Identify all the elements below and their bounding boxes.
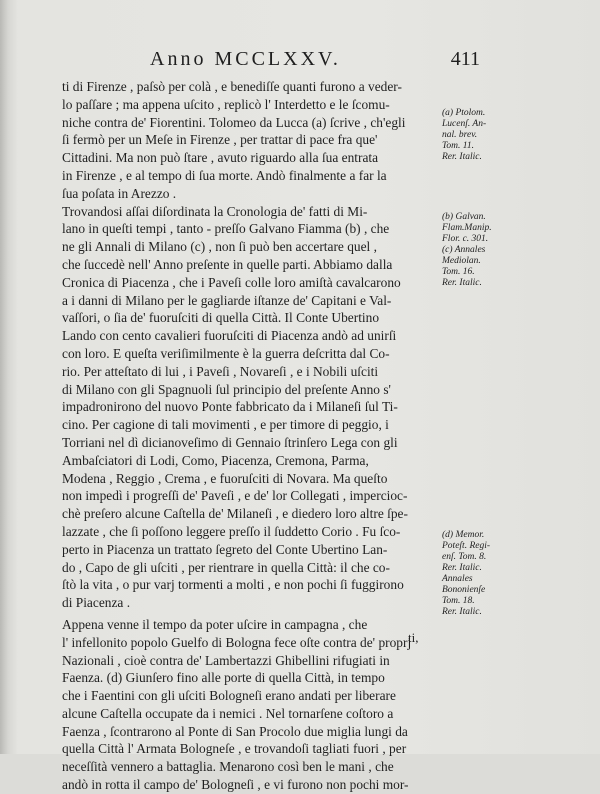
margin-note-line: Mediolan. xyxy=(442,256,481,266)
running-header: Anno MCCLXXV. xyxy=(150,48,341,70)
margin-note-line: Flor. c. 301. xyxy=(442,234,489,244)
text-line: lo paſſare ; ma appena uſcito , replicò l' Interdetto e le ſcomu- xyxy=(62,96,390,112)
text-line: Cittadini. Ma non può ſtare , avuto riguardo alla ſua entrata xyxy=(62,150,379,166)
text-line: impadronirono del nuovo Ponte fabbricato da i Milaneſi ſul Ti- xyxy=(62,399,398,415)
margin-note-line: Tom. 16. xyxy=(442,267,475,277)
text-line: con loro. E queſta veriſimilmente è la guerra deſcritta dal Co- xyxy=(62,345,390,361)
text-line: andò in rotta il campo de' Bologneſi , e vi furono non pochi mor- xyxy=(62,777,409,793)
text-line: vaſſori, o ſia de' fuoruſciti di quella Città. Il Conte Ubertino xyxy=(62,310,380,326)
paragraph-3 xyxy=(62,616,434,794)
margin-note-d xyxy=(442,530,562,618)
margin-note-a xyxy=(442,108,562,163)
margin-note-line: (c) Annales xyxy=(442,245,486,255)
margin-note-line: Rer. Italic. xyxy=(442,152,482,162)
text-line: Cronica di Piacenza , che i Paveſi colle loro amiſtà cavalcarono xyxy=(62,274,401,290)
text-line: Ambaſciatori di Lodi, Como, Piacenza, Cremona, Parma, xyxy=(62,452,369,468)
text-line: Torriani nel dì dicianoveſimo di Gennaio ſtrinſero Lega con gli xyxy=(62,434,398,450)
text-line: lazzate , che ſi poſſono leggere preſſo il ſuddetto Corio . Fu ſco- xyxy=(62,523,401,539)
margin-note-line: Poteſt. Regi- xyxy=(442,541,491,551)
text-line: niche contra de' Fiorentini. Tolomeo da Lucca (a) ſcrive , ch'egli xyxy=(62,114,406,130)
text-line: che ſuccedè nell' Anno preſente in quelle parti. Abbiamo dalla xyxy=(62,256,393,272)
text-line: cino. Per cagione di tali movimenti , e per timore di peggio, i xyxy=(62,417,389,433)
text-line: Modena , Reggio , Crema , e fuoruſciti di Novara. Ma queſto xyxy=(62,470,388,486)
text-line: ſtò la vita , o pur varj tormenti a molti , e non pochi ſi fuggirono xyxy=(62,577,404,593)
margin-note-line: Lucenſ. An- xyxy=(442,119,487,129)
text-line: rio. Per atteſtato di lui , i Paveſi , Novareſi , e i Nobili uſciti xyxy=(62,363,379,379)
text-line: do , Capo de gli uſciti , per rientrare in quella Città: il che co- xyxy=(62,559,390,575)
paragraph-2 xyxy=(62,203,434,612)
text-line: chè preſero alcune Caſtella de' Milaneſi , e diedero loro altre ſpe- xyxy=(62,506,408,522)
text-line: ſi fermò per un Meſe in Firenze , per trattar di pace fra que' xyxy=(62,132,378,148)
margin-note-b-c xyxy=(442,212,562,289)
text-line: ſua poſata in Arezzo . xyxy=(62,185,177,201)
text-line: Faenza , ſcontrarono al Ponte di San Procolo due miglia lungi da xyxy=(62,723,408,739)
text-line: perto in Piacenza un trattato ſegreto del Conte Ubertino Lan- xyxy=(62,541,388,557)
text-line: l' infellonito popolo Guelfo di Bologna fece oſte contra de' proprj xyxy=(62,634,412,650)
margin-note-line: (d) Memor. xyxy=(442,530,485,540)
text-line: Nazionali , cioè contra de' Lambertazzi Ghibellini rifugiati in xyxy=(62,652,390,668)
text-line: ne gli Annali di Milano (c) , non ſi può ben accertare quel , xyxy=(62,239,377,255)
text-line: che i Faentini con gli uſciti Bologneſi erano andati per liberare xyxy=(62,688,396,704)
margin-note-line: Tom. 18. xyxy=(442,596,475,606)
margin-note-line: (a) Ptolom. xyxy=(442,108,486,118)
text-line: quella Città l' Armata Bologneſe , e trovandoſi tagliati fuori , per xyxy=(62,741,407,757)
text-line: di Milano con gli Spagnuoli ſul principio del preſente Anno s' xyxy=(62,381,391,397)
text-line: in Firenze , e al tempo di ſua morte. Andò finalmente a far la xyxy=(62,167,387,183)
text-line: a i danni di Milano per le gagliarde iſtanze de' Capitani e Val- xyxy=(62,292,392,308)
catchword: ti, xyxy=(408,630,419,645)
margin-note-line: Rer. Italic. xyxy=(442,563,482,573)
margin-note-line: enſ. Tom. 8. xyxy=(442,552,487,562)
text-line: lano in queſti tempi , tanto - preſſo Galvano Fiamma (b) , che xyxy=(62,221,390,237)
margin-note-line: Rer. Italic. xyxy=(442,607,482,617)
text-line: di Piacenza . xyxy=(62,595,131,611)
body-text xyxy=(62,78,434,794)
page-number: 411 xyxy=(450,48,480,70)
text-line: Appena venne il tempo da poter uſcire in campagna , che xyxy=(62,616,368,632)
text-line: Faenza. (d) Giunſero fino alle porte di quella Città, in tempo xyxy=(62,670,385,686)
text-line: Lando con cento cavalieri fuoruſciti di Piacenza andò ad unirſi xyxy=(62,328,397,344)
paragraph-1 xyxy=(62,78,434,203)
margin-note-line: Rer. Italic. xyxy=(442,278,482,288)
text-line: ti di Firenze , paſsò per colà , e benediſſe quanti furono a veder- xyxy=(62,79,402,94)
text-line: neceſſità vennero a battaglia. Menarono così ben le mani , che xyxy=(62,759,394,775)
margin-note-line: nal. brev. xyxy=(442,130,478,140)
text-line: alcune Caſtella occupate da i nemici . Nel tornarſene coſtoro a xyxy=(62,705,394,721)
margin-note-line: Bononienſe xyxy=(442,585,486,595)
text-line: Trovandosi aſſai diſordinata la Cronologia de' fatti di Mi- xyxy=(62,203,368,219)
margin-note-line: (b) Galvan. xyxy=(442,212,486,222)
text-line: non impedì i progreſſi de' Paveſi , e de' lor Collegati , impercioc- xyxy=(62,488,408,504)
margin-note-line: Annales xyxy=(442,574,473,584)
margin-note-line: Tom. 11. xyxy=(442,141,474,151)
margin-note-line: Flam.Manip. xyxy=(442,223,492,233)
